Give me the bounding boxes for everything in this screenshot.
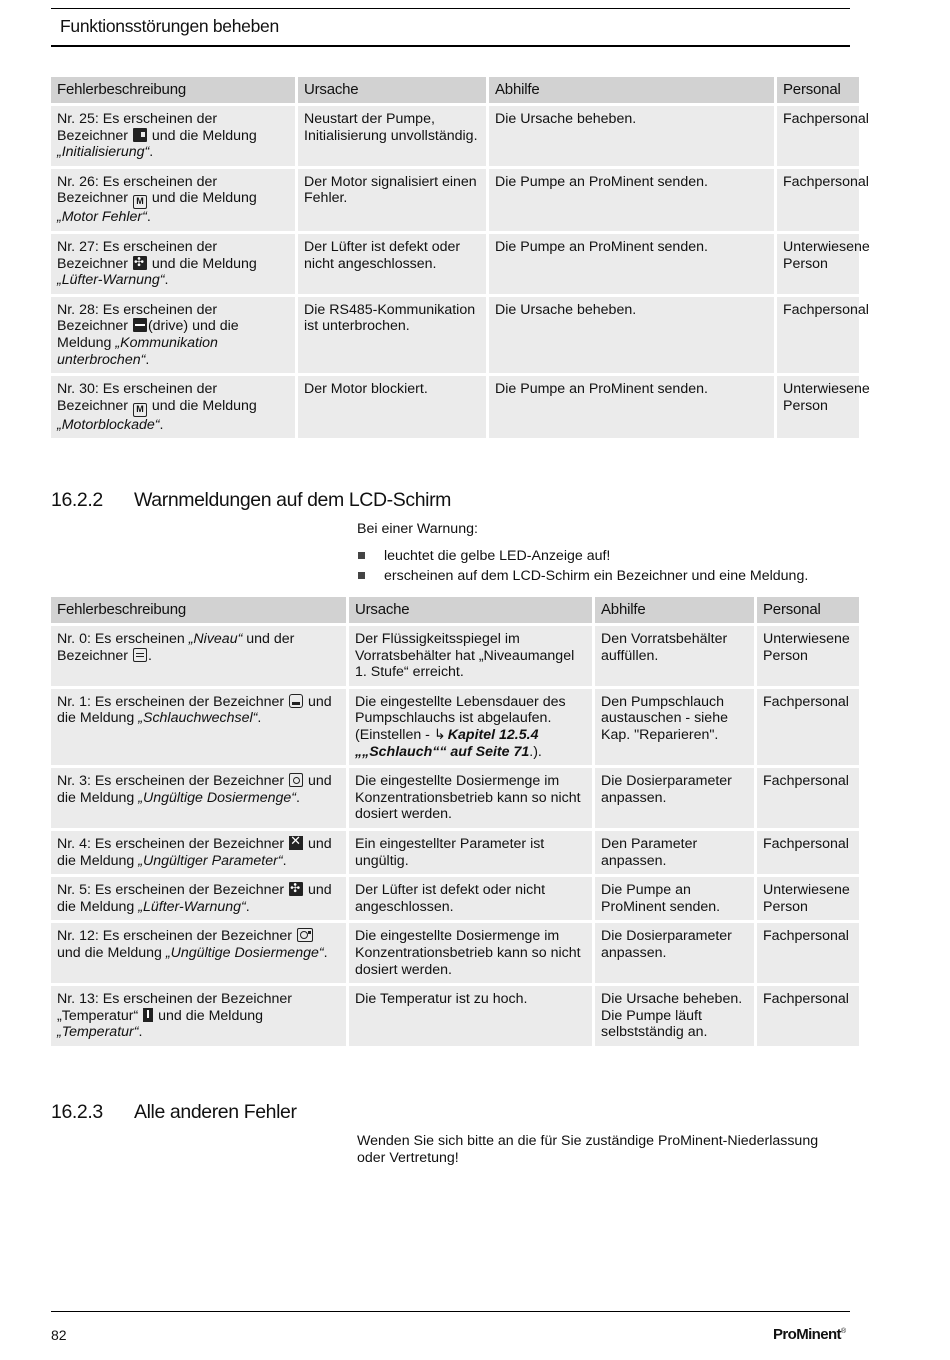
- column-header-cause: Ursache: [298, 77, 486, 103]
- cell-remedy: Die Ursache beheben.: [489, 106, 774, 166]
- section-number: 16.2.3: [51, 1101, 103, 1123]
- cell-personnel: Unterwiesene Person: [757, 877, 859, 920]
- cell-remedy: Die Pumpe an ProMinent senden.: [489, 376, 774, 438]
- cell-personnel: Unterwiesene Person: [777, 234, 859, 294]
- section-text: Wenden Sie sich bitte an die für Sie zuständige ProMinent-Niederlassung oder Vertretung!: [357, 1133, 819, 1166]
- column-header-cause: Ursache: [349, 597, 592, 623]
- cell-cause: Der Lüfter ist defekt oder nicht angeschlossen.: [298, 234, 486, 294]
- cell-description: Nr. 28: Es erscheinen der Bezeichner (drive) und die Meldung „Kommunikation unterbrochen“.: [51, 297, 295, 373]
- table-row: [51, 689, 859, 765]
- table-row: [51, 376, 859, 438]
- reference-arrow-icon: ↳: [433, 726, 446, 743]
- cell-cause: Der Lüfter ist defekt oder nicht angeschlossen.: [349, 877, 592, 920]
- table-row: [51, 234, 859, 294]
- cell-remedy: Den Parameter anpassen.: [595, 831, 754, 874]
- bullet-square-icon: [358, 572, 365, 579]
- cell-description: Nr. 1: Es erscheinen der Bezeichner und die Meldung „Schlauchwechsel“.: [51, 689, 346, 765]
- init-icon: [133, 128, 147, 142]
- cell-remedy: Die Ursache beheben. Die Pumpe läuft selbstständig an.: [595, 986, 754, 1046]
- chapter-link[interactable]: Kapitel 12.5.4 „„Schlauch““ auf Seite 71: [355, 726, 539, 760]
- cell-description: Nr. 4: Es erscheinen der Bezeichner ✕ und die Meldung „Ungültiger Parameter“.: [51, 831, 346, 874]
- table-row: [51, 986, 859, 1046]
- cell-cause: Ein eingestellter Parameter ist ungültig.: [349, 831, 592, 874]
- communication-icon: [133, 318, 147, 332]
- cell-personnel: Fachpersonal: [757, 768, 859, 828]
- cell-remedy: Den Pumpschlauch austauschen - siehe Kap. "Reparieren".: [595, 689, 754, 765]
- cell-personnel: Unterwiesene Person: [777, 376, 859, 438]
- column-header-description: Fehlerbeschreibung: [51, 597, 346, 623]
- table-row: [51, 169, 859, 231]
- cell-personnel: Fachpersonal: [757, 831, 859, 874]
- cell-personnel: Fachpersonal: [757, 986, 859, 1046]
- section-intro: Bei einer Warnung:: [357, 521, 478, 537]
- cell-description: Nr. 5: Es erscheinen der Bezeichner ✣ und die Meldung „Lüfter-Warnung“.: [51, 877, 346, 920]
- cell-remedy: Die Pumpe an ProMinent senden.: [595, 877, 754, 920]
- cell-description: Nr. 25: Es erscheinen der Bezeichner und die Meldung „Initialisierung“.: [51, 106, 295, 166]
- fan-icon: [133, 256, 147, 270]
- column-header-remedy: Abhilfe: [595, 597, 754, 623]
- column-header-remedy: Abhilfe: [489, 77, 774, 103]
- page-number: 82: [51, 1327, 67, 1343]
- header-top-rule: [51, 8, 850, 9]
- column-header-description: Fehlerbeschreibung: [51, 77, 295, 103]
- section-title: Alle anderen Fehler: [134, 1101, 297, 1123]
- motor-icon: M: [133, 195, 147, 209]
- cell-personnel: Fachpersonal: [777, 169, 859, 231]
- cell-remedy: Die Dosierparameter anpassen.: [595, 923, 754, 983]
- fan-icon: [289, 882, 303, 896]
- cell-description: Nr. 26: Es erscheinen der Bezeichner M und die Meldung „Motor Fehler“.: [51, 169, 295, 231]
- cell-remedy: Die Dosierparameter anpassen.: [595, 768, 754, 828]
- bullet-square-icon: [358, 552, 365, 559]
- warning-table: [48, 594, 862, 1049]
- cell-personnel: Fachpersonal: [777, 297, 859, 373]
- cell-remedy: Den Vorratsbehälter auffüllen.: [595, 626, 754, 686]
- cell-description: Nr. 13: Es erscheinen der Bezeichner „Temperatur“ und die Meldung „Temperatur“.: [51, 986, 346, 1046]
- cell-personnel: Fachpersonal: [757, 923, 859, 983]
- column-header-personnel: Personal: [757, 597, 859, 623]
- cell-cause: Die Temperatur ist zu hoch.: [349, 986, 592, 1046]
- hose-icon: [289, 694, 303, 708]
- cell-description: Nr. 27: Es erscheinen der Bezeichner ✣ und die Meldung „Lüfter-Warnung“.: [51, 234, 295, 294]
- section-number: 16.2.2: [51, 489, 103, 511]
- cell-remedy: Die Ursache beheben.: [489, 297, 774, 373]
- table-row: [51, 923, 859, 983]
- dose-icon: [289, 773, 303, 787]
- cell-cause: Die eingestellte Dosiermenge im Konzentrationsbetrieb kann so nicht dosiert werden.: [349, 923, 592, 983]
- parameter-icon: [289, 836, 303, 850]
- table-row: [51, 106, 859, 166]
- level-icon: [133, 648, 147, 662]
- cell-cause: Der Motor blockiert.: [298, 376, 486, 438]
- column-header-personnel: Personal: [777, 77, 859, 103]
- error-table: [48, 74, 870, 441]
- cell-cause: Die RS485-Kommunikation ist unterbrochen.: [298, 297, 486, 373]
- cell-description: Nr. 12: Es erscheinen der Bezeichner und die Meldung „Ungültige Dosiermenge“.: [51, 923, 346, 983]
- header-bottom-rule: [51, 45, 850, 47]
- table-row: [51, 297, 859, 373]
- cell-description: Nr. 3: Es erscheinen der Bezeichner und die Meldung „Ungültige Dosiermenge“.: [51, 768, 346, 828]
- cell-description: Nr. 30: Es erscheinen der Bezeichner M und die Meldung „Motorblockade“.: [51, 376, 295, 438]
- cell-personnel: Unterwiesene Person: [757, 626, 859, 686]
- cell-personnel: Fachpersonal: [757, 689, 859, 765]
- concentration-icon: [297, 928, 313, 942]
- page-header-title: Funktionsstörungen beheben: [60, 16, 279, 36]
- motor-icon: M: [133, 403, 147, 417]
- footer-rule: [51, 1311, 850, 1312]
- table-row: [51, 768, 859, 828]
- cell-cause: Der Flüssigkeitsspiegel im Vorratsbehälter hat „Niveaumangel 1. Stufe“ erreicht.: [349, 626, 592, 686]
- cell-cause: Neustart der Pumpe, Initialisierung unvollständig.: [298, 106, 486, 166]
- cell-cause: Die eingestellte Dosiermenge im Konzentrationsbetrieb kann so nicht dosiert werden.: [349, 768, 592, 828]
- table-row: [51, 831, 859, 874]
- table-row: [51, 626, 859, 686]
- section-title: Warnmeldungen auf dem LCD-Schirm: [134, 489, 452, 511]
- temperature-icon: [143, 1008, 153, 1022]
- cell-cause: Der Motor signalisiert einen Fehler.: [298, 169, 486, 231]
- cell-remedy: Die Pumpe an ProMinent senden.: [489, 169, 774, 231]
- prominent-logo: ProMinent®: [773, 1326, 846, 1343]
- cell-description: Nr. 0: Es erscheinen „Niveau“ und der Bezeichner .: [51, 626, 346, 686]
- table-row: [51, 877, 859, 920]
- cell-cause: Die eingestellte Lebensdauer des Pumpschlauchs ist abgelaufen. (Einstellen - ↳ Kapitel 12.5.4 „„Schlauch““ auf Seite 71.).: [349, 689, 592, 765]
- cell-personnel: Fachpersonal: [777, 106, 859, 166]
- cell-remedy: Die Pumpe an ProMinent senden.: [489, 234, 774, 294]
- registered-mark: ®: [840, 1328, 846, 1335]
